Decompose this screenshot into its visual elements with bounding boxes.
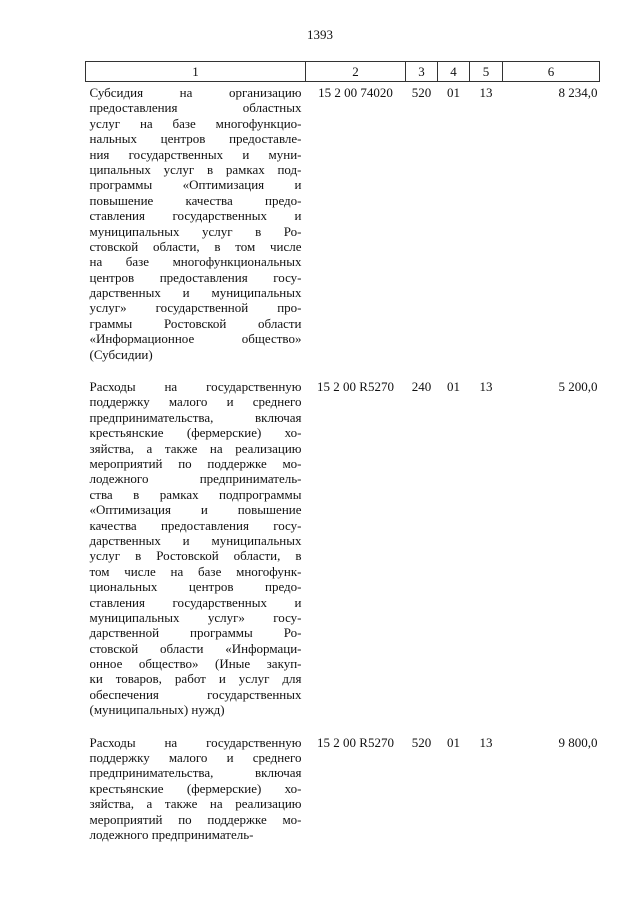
page-number: 1393 xyxy=(307,27,333,42)
row-description xyxy=(86,732,306,857)
description-line: дарственных и муниципальных xyxy=(89,285,302,301)
description-line: лодежного предприниматель- xyxy=(89,471,302,487)
description-line: крестьянские (фермерские) хо- xyxy=(89,425,302,441)
description-line: обеспечения государственных xyxy=(89,686,302,702)
table-row xyxy=(86,376,600,732)
header-col-5: 5 xyxy=(470,62,503,82)
description-line: Субсидия на организацию xyxy=(89,85,302,100)
row-target-article: 15 2 00 74020 xyxy=(318,85,393,100)
description-line: предпринимательства, включая xyxy=(89,765,302,781)
description-line: стовской области «Информаци- xyxy=(89,640,302,656)
description-line: центров предоставления госу- xyxy=(89,269,302,285)
description-line: муниципальных услуг» госу- xyxy=(89,609,302,625)
row-section: 01 xyxy=(447,85,460,100)
description-line: стовской области, в том числе xyxy=(89,238,302,254)
row-section: 01 xyxy=(447,379,460,395)
header-col-3: 3 xyxy=(406,62,438,82)
description-line: граммы Ростовской области xyxy=(89,315,302,331)
description-line: «Оптимизация и повышение xyxy=(89,502,302,518)
description-line: мероприятий по поддержке мо- xyxy=(89,455,302,471)
table-row xyxy=(86,82,600,377)
description-line: услуг на базе многофункцио- xyxy=(89,115,302,131)
header-col-1: 1 xyxy=(86,62,306,82)
description-line: лодежного предприниматель- xyxy=(89,826,254,842)
description-line: ки товаров, работ и услуг для xyxy=(89,671,302,687)
description-line: зяйства, а также на реализацию xyxy=(89,796,302,812)
description-line: поддержку малого и среднего xyxy=(89,394,302,410)
row-target-article: 15 2 00 R5270 xyxy=(317,734,394,750)
description-line: дарственной программы Ро- xyxy=(89,625,302,641)
description-line: качества предоставления госу- xyxy=(89,517,302,533)
description-line: повышение качества предо- xyxy=(89,192,302,208)
row-amount: 5 200,0 xyxy=(558,379,598,395)
description-line: циональных центров предо- xyxy=(89,579,302,595)
description-line: (муниципальных) нужд) xyxy=(89,702,225,718)
description-line: предоставления областных xyxy=(89,100,302,116)
row-section: 01 xyxy=(447,734,460,750)
row-target-article: 15 2 00 R5270 xyxy=(317,379,394,395)
row-description xyxy=(86,376,306,732)
description-line: услуг» государственной про- xyxy=(89,300,302,316)
table-body xyxy=(86,82,600,857)
description-line: мероприятий по поддержке мо- xyxy=(89,811,302,827)
description-line: услуг в Ростовской области, в xyxy=(89,548,302,564)
description-line: ставления государственных и xyxy=(89,208,302,224)
row-amount: 9 800,0 xyxy=(558,734,598,750)
description-line: ния государственных и муни- xyxy=(89,146,302,162)
header-col-6: 6 xyxy=(503,62,600,82)
description-line: предпринимательства, включая xyxy=(89,409,302,425)
row-subsection: 13 xyxy=(479,734,493,750)
row-expense-type: 520 xyxy=(411,85,432,100)
description-line: онное общество» (Иные закуп- xyxy=(89,656,302,672)
description-line: ставления государственных и xyxy=(89,594,302,610)
description-line: Расходы на государственную xyxy=(89,379,302,395)
budget-table xyxy=(85,61,600,856)
description-line: программы «Оптимизация и xyxy=(89,177,302,193)
row-expense-type: 240 xyxy=(411,379,432,395)
description-line: (Субсидии) xyxy=(89,346,153,362)
description-line: «Информационное общество» xyxy=(89,331,302,347)
row-expense-type: 520 xyxy=(411,734,432,750)
row-description xyxy=(86,82,306,377)
description-line: на базе многофункциональных xyxy=(89,254,302,270)
description-line: том числе на базе многофунк- xyxy=(89,563,302,579)
row-subsection: 13 xyxy=(479,85,493,100)
description-line: нальных центров предоставле- xyxy=(89,131,302,147)
description-line: крестьянские (фермерские) хо- xyxy=(89,780,302,796)
header-col-2: 2 xyxy=(306,62,406,82)
row-subsection: 13 xyxy=(479,379,493,395)
table-header xyxy=(86,62,600,82)
description-line: Расходы на государственную xyxy=(89,734,302,750)
description-line: муниципальных услуг в Ро- xyxy=(89,223,302,239)
row-amount: 8 234,0 xyxy=(558,85,598,100)
description-line: дарственных и муниципальных xyxy=(89,532,302,548)
description-line: ципальных услуг в рамках под- xyxy=(89,161,302,177)
description-line: поддержку малого и среднего xyxy=(89,750,302,766)
header-col-4: 4 xyxy=(438,62,470,82)
description-line: ства в рамках подпрограммы xyxy=(89,486,302,502)
table-row xyxy=(86,732,600,857)
description-line: зяйства, а также на реализацию xyxy=(89,440,302,456)
